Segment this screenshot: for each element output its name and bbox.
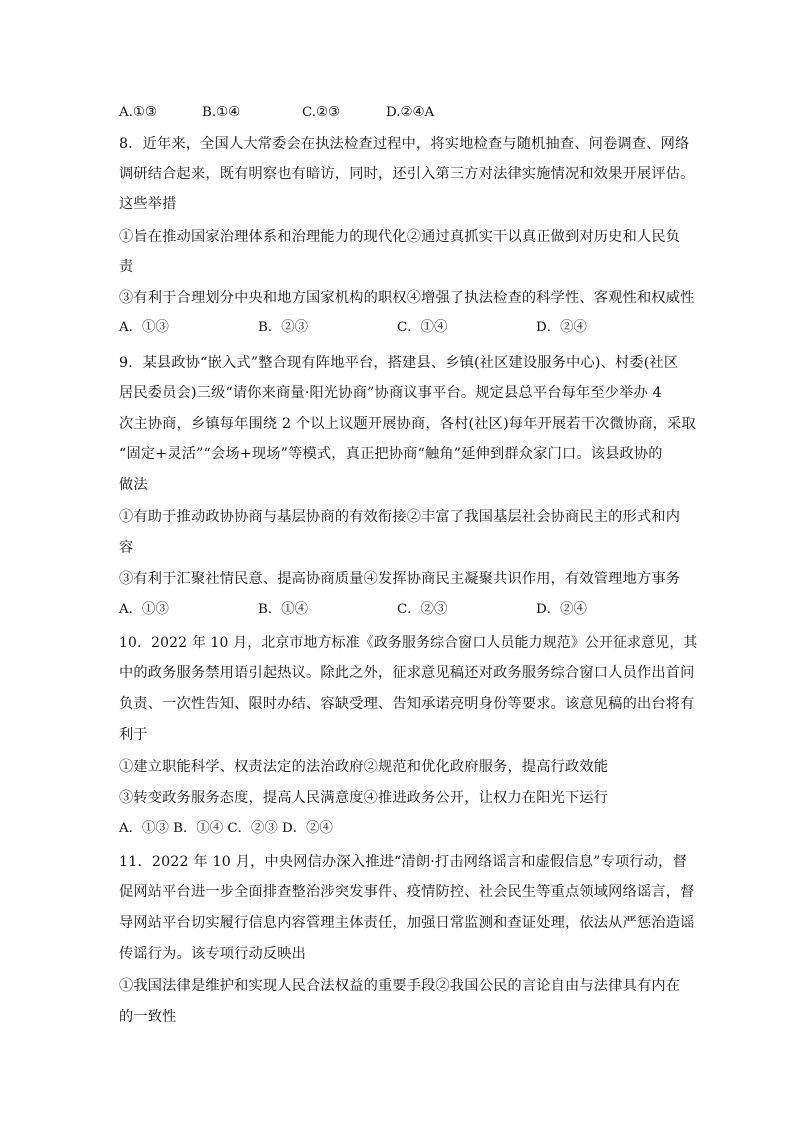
q8-statement-line: ①旨在推动国家治理体系和治理能力的现代化②通过真抓实干以真正做到对历史和人民负 — [119, 229, 681, 245]
q9-stem-line: “固定+灵活”“会场+现场”等模式，真正把协商“触角”延伸到群众家门口。该县政协的 — [119, 446, 663, 462]
q9-option-d: D．②④ — [536, 602, 587, 617]
q8-stem-line: 这些举措 — [119, 196, 177, 212]
q11-statement-line: ①我国法律是维护和实现人民合法权益的重要手段②我国公民的言论自由与法律具有内在 — [119, 978, 681, 994]
q9-statement-line: 容 — [119, 540, 134, 556]
q11-statement-line: 的一致性 — [119, 1009, 177, 1025]
q7-option-c: C.②③ — [302, 105, 341, 120]
q8-statement-line: 责 — [119, 259, 134, 275]
q9-stem-line: 次主协商，乡镇每年围绕 2 个以上议题开展协商，各村(社区)每年开展若干次微协商，采取 — [119, 416, 696, 432]
q7-option-b: B.①④ — [202, 105, 241, 120]
q10-statement-line: ③转变政务服务态度，提高人民满意度④推进政务公开，让权力在阳光下运行 — [119, 790, 609, 806]
q8-option-b: B．②③ — [258, 320, 309, 335]
q9-stem-line: 做法 — [119, 477, 148, 493]
q9-option-c: C．②③ — [397, 602, 448, 617]
q11-stem-line: 导网站平台切实履行信息内容管理主体责任，加强日常监测和查证处理，依法从严惩治造谣 — [119, 915, 695, 931]
q9-statement-line: ①有助于推动政协协商与基层协商的有效衔接②丰富了我国基层社会协商民主的形式和内 — [119, 509, 681, 525]
q11-stem-line: 传谣行为。该专项行动反映出 — [119, 946, 307, 962]
q10-stem-line: 中的政务服务禁用语引起热议。除此之外，征求意见稿还对政务服务综合窗口人员作出首问 — [119, 665, 695, 681]
q10-statement-line: ①建立职能科学、权责法定的法治政府②规范和优化政府服务，提高行政效能 — [119, 759, 609, 775]
q9-option-b: B．①④ — [258, 602, 309, 617]
q8-option-d: D．②④ — [536, 320, 587, 335]
q11-stem-line: 促网站平台进一步全面排查整治涉突发事件、疫情防控、社会民生等重点领域网络谣言，督 — [119, 884, 695, 900]
q8-stem-line: 8．近年来，全国人大常委会在执法检查过程中，将实地检查与随机抽查、问卷调查、网络 — [119, 136, 690, 152]
q10-stem-line: 利于 — [119, 727, 148, 743]
q10-stem-line: 负责、一次性告知、限时办结、容缺受理、告知承诺亮明身份等要求。该意见稿的出台将有 — [119, 696, 695, 712]
q9-option-a: A．①③ — [119, 602, 169, 617]
q9-stem-line: 居民委员会)三级“请你来商量·阳光协商”协商议事平台。规定县总平台每年至少举办 4 — [119, 385, 662, 401]
q8-option-a: A．①③ — [119, 320, 169, 335]
q11-stem-line: 11．2022 年 10 月，中央网信办深入推进“清朗·打击网络谣言和虚假信息”专项行动，督 — [119, 854, 687, 870]
q9-stem-line: 9．某县政协“嵌入式”整合现有阵地平台，搭建县、乡镇(社区建设服务中心)、村委(社区 — [119, 355, 679, 371]
q8-stem-line: 调研结合起来，既有明察也有暗访，同时，还引入第三方对法律实施情况和效果开展评估。 — [119, 166, 695, 182]
q8-option-c: C．①④ — [397, 320, 448, 335]
q9-statement-line: ③有利于汇聚社情民意、提高协商质量④发挥协商民主凝聚共识作用，有效管理地方事务 — [119, 571, 681, 587]
q10-options: A．①③ B．①④ C．②③ D．②④ — [119, 821, 333, 836]
q8-statement-line: ③有利于合理划分中央和地方国家机构的职权④增强了执法检查的科学性、客观性和权威性 — [119, 290, 695, 306]
q10-stem-line: 10．2022 年 10 月，北京市地方标准《政务服务综合窗口人员能力规范》公开征求意见，其 — [119, 635, 698, 651]
q7-option-a: A.①③ — [119, 105, 157, 120]
q7-option-d: D.②④A — [386, 105, 435, 120]
